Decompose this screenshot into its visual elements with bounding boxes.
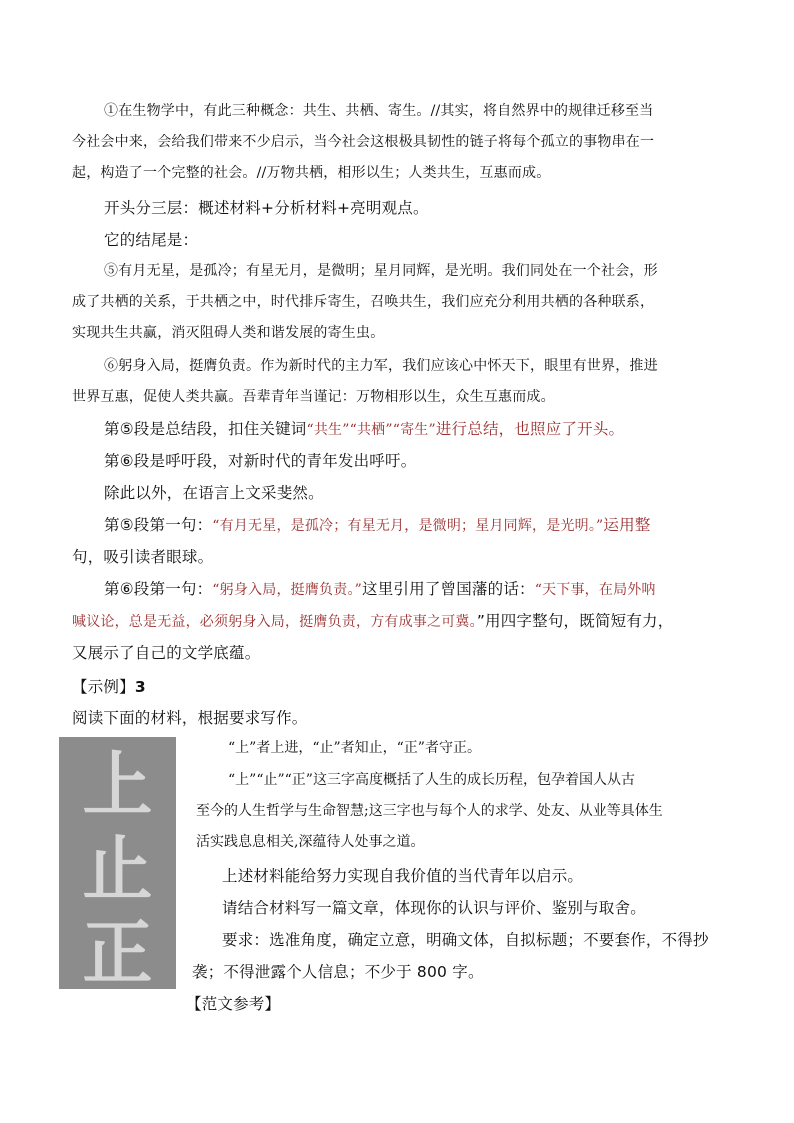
note-para5-keywords: “共生”“共栖”“寄生” [306,422,436,438]
stele-char-zheng: 正 [82,911,153,989]
note-para6-first [104,574,656,606]
prompt-line1: 上述材料能给努力实现自我价值的当代青年以启示。 [222,867,584,885]
stele-char-zhi: 止 [82,827,153,910]
material-line3: 至今的人生哲学与生命智慧;这三字也与每个人的求学、处友、从业等具体生 [196,803,663,819]
material-line4: 活实践息息相关,深蕴待人处事之道。 [196,834,425,850]
para1-line2: 今社会中来，会给我们带来不少启示，当今社会这根极具韧性的链子将每个孤立的事物串在一 [72,134,655,150]
para5-line3: 实现共生共赢，消灭阻碍人类和谐发展的寄生虫。 [72,325,385,341]
note-para6-first-line2-suffix: ”用四字整句，既简短有力， [476,612,674,630]
note-para5-first-line2: 句，吸引读者眼球。 [72,548,214,566]
note-para6-first-middle: 这里引用了曾国藩的话： [362,580,535,598]
stele-char-shang: 上 [82,743,153,826]
note-para5-prefix: 第⑤段是总结段，扣住关键词 [104,420,307,438]
ending-intro: 它的结尾是： [104,231,199,249]
material-line2: “上”“止”“正”这三字高度概括了人生的成长历程，包孕着国人从古 [228,772,635,788]
para1-line1: ①在生物学中，有此三种概念：共生、共栖、寄生。//其实，将自然界中的规律迁移至当 [104,103,654,119]
example-heading-bracket: 【示例】 [72,678,135,696]
note-para6-first-line2 [72,606,673,638]
note-para5-first-suffix: 运用整 [603,516,651,534]
note-para5-first-prefix: 第⑤段第一句： [104,516,213,534]
para5-line2: 成了共栖的关系，于共栖之中，时代排斥寄生，召唤共生，我们应充分利用共栖的各种联系， [72,294,655,310]
instruction: 阅读下面的材料，根据要求写作。 [72,709,308,727]
para6-line1: ⑥躬身入局，挺膺负责。作为新时代的主力军，我们应该心中怀天下，眼里有世界，推进 [104,358,658,374]
note-para6-first-quote: “躬身入局，挺膺负责。” [212,582,363,598]
note-para6: 第⑥段是呼吁段，对新时代的青年发出呼吁。 [104,452,417,470]
note-language: 除此以外，在语言上文采斐然。 [104,484,324,502]
material-line1: “上”者上进，“止”者知止，“正”者守正。 [228,740,481,756]
calligraphy-stele-image [59,737,176,989]
note-para5-suffix: 进行总结，也照应了开头。 [435,420,625,438]
note-para6-first-line3: 又展示了自己的文学底蕴。 [72,644,261,662]
note-para5 [104,414,624,446]
para5-line1: ⑤有月无星，是孤冷；有星无月，是微明；星月同辉，是光明。我们同处在一个社会，形 [104,263,658,279]
note-para6-first-prefix: 第⑥段第一句： [104,580,213,598]
note-para5-first-quote: “有月无星，是孤冷；有星无月，是微明；星月同辉，是光明。” [212,518,604,534]
para1-line3: 起，构造了一个完整的社会。//万物共栖，相形以生；人类共生，互惠而成。 [72,165,551,181]
prompt-line4: 袭；不得泄露个人信息；不少于 800 字。 [192,963,484,981]
analysis-opening: 开头分三层：概述材料+分析材料+亮明观点。 [104,199,429,217]
example-heading [72,672,146,703]
example-heading-number: 3 [134,678,146,696]
prompt-line2: 请结合材料写一篇文章，体现你的认识与评价、鉴别与取舍。 [222,899,646,917]
reference-heading: 【范文参考】 [186,995,281,1013]
note-para6-first-line2-quote: 喊议论，总是无益，必须躬身入局，挺膺负责，方有成事之可冀。 [72,614,477,630]
prompt-line3: 要求：选准角度，确定立意，明确文体，自拟标题；不要套作，不得抄 [222,931,709,949]
note-para5-first [104,510,651,542]
para6-line2: 世界互惠，促使人类共赢。吾辈青年当谨记：万物相形以生，众生互惠而成。 [72,389,555,405]
note-para6-first-quote2: “天下事，在局外呐 [534,582,656,598]
